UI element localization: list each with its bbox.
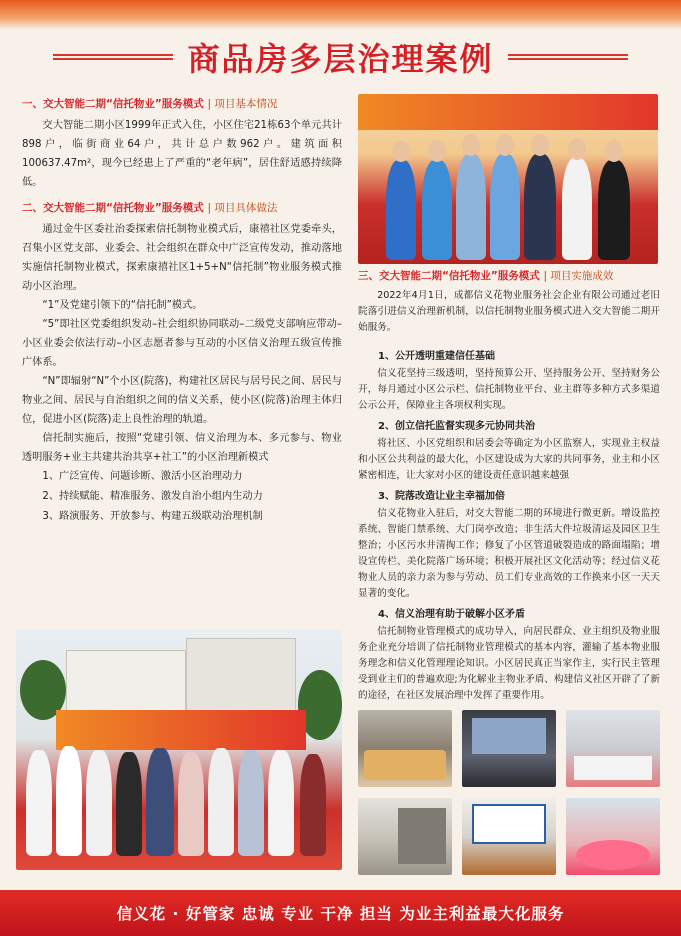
point-2-title: 2、创立信托监督实现多元协同共治 [378,421,535,432]
thumb-courtyard [358,798,452,875]
point-4-title: 4、信义治理有助于破解小区矛盾 [378,609,525,620]
stage-backdrop [358,94,658,130]
section3-heading [358,268,660,284]
person [56,746,82,856]
person-head [568,138,586,160]
group-photo-courtyard [16,630,342,870]
section2-p3: “5”即社区党委组织发动–社会组织协同联动–二级党支部响应带动–小区业委会依法行动–小区志愿者参与互动的小区信义治理五级宣传推广体系。 [22,319,342,368]
person [386,160,416,260]
person-head [392,140,410,162]
section2-p4: “N”即辐射“N”个小区(院落)，构建社区居民与居号民之间、居民与物业之间、居民与自治组织之间的信义关系，使小区(院落)治理主体归位，促进小区(院落)走上良性治理的轨道。 [22,376,342,425]
section2-item-1: 1、广泛宣传、问题诊断、激活小区治理动力 [42,471,243,482]
top-decor-band [0,0,681,30]
section2-p2: “1”及党建引领下的“信托制”模式。 [42,300,203,311]
section1-heading-sub: | 项目基本情况 [207,98,278,110]
person-head [496,134,514,156]
footer-bar [0,890,681,936]
section2-item-3: 3、路演服务、开放参与、构建五级联动治理机制 [42,511,263,522]
person [146,748,174,856]
person-head [605,140,623,162]
person-head [462,134,480,156]
section3-intro: 2022年4月1日，成都信义花物业服务社会企业有限公司通过老旧院落引进信义治理新机制，以信托制物业服务模式进入交大智能二期开始服务。 [358,290,660,333]
title-area [0,32,681,82]
person-head [428,140,446,162]
title-left-rule [53,54,173,60]
right-column [358,268,660,704]
section2-heading-title: 二、交大智能二期“信托物业”服务模式 [22,202,204,214]
section1-heading [22,96,342,112]
section3-heading-title: 三、交大智能二期“信托物业”服务模式 [358,270,540,282]
person-head [531,134,549,156]
thumb-community-event [566,710,660,787]
point-2-text: 将社区、小区党组织和居委会等确定为小区监察人，实现业主权益和小区公共利益的最大化，小区建设成为大家的共同事务，业主和小区紧密相连，让大家对小区的建设责任意识越来越强 [358,438,660,481]
point-3-text: 信义花物业入驻后，对交大智能二期的环境进行微更新。增设监控系统、智能门禁系统、大门岗亭改造；非生活大件垃圾清运及园区卫生整治；小区污水井清掏工作；修复了小区管道破裂造成的路面塌陷；增设宣传栏、美化院落广场环境；积极开展社区文化活动等；经过信义花物业人员的亲力亲为参与劳动、员工们专业高效的工作换来小区一天天显著的变化。 [358,508,660,599]
point-4-text: 信托制物业管理模式的成功导入，向居民群众、业主组织及物业服务企业充分培训了信托制物业管理模式的基本内容，灌输了基本物业服务理念和信义化管理理论知识。小区居民真正当家作主，实行民主管理受到业主们的普遍欢迎;为化解业主物业矛盾、构建信义社区开辟了了新的途径，在社区发展治理中发挥了重要作用。 [358,626,660,701]
section2-heading [22,200,342,216]
person [598,160,630,260]
section3-heading-sub: | 项目实施成效 [543,270,614,282]
person [268,750,294,856]
page-title: 商品房多层治理案例 [187,40,494,78]
person [208,748,234,856]
event-banner [56,710,306,750]
section2-p1: 通过金牛区委社治委探索信托制物业模式后，康禧社区党委牵头，召集小区党支部、业委会、社会组织在群众中广泛宣传发动，推动落地实施信托制物业模式，探索康禧社区1+5+N“信托制”物业服务模式推动小区治理。 [22,224,342,292]
thumb-meeting [358,710,452,787]
person [300,754,326,856]
footer-slogan: 信义花 · 好管家 忠诚 专业 干净 担当 为业主利益最大化服务 [116,905,565,923]
section2-p5: 信托制实施后，按照“党建引领、信义治理为本、多元参与、物业透明服务+业主共建共治共享+社工”的小区治理新模式 [22,433,342,463]
title-right-rule [508,54,628,60]
group-photo-stage [358,94,658,264]
point-1-text: 信义花坚持三级透明，坚持预算公开、坚持服务公开、坚持财务公开，每月通过小区公示栏、信托制物业平台、业主群等多种方式多渠道公示公开，保障业主各项权利实现。 [358,368,660,411]
person [26,750,52,856]
person [86,750,112,856]
person [524,154,556,260]
section1-paragraph: 交大智能二期小区1999年正式入住，小区住宅21栋63个单元共计898户，临街商业64户，共计总户数962户。建筑面积100637.47m²，现今已经患上了严重的“老年病”，居住舒适感持续降低。 [22,120,342,188]
thumb-performance [566,798,660,875]
person [456,154,486,260]
person [422,160,452,260]
point-1-title: 1、公开透明重建信任基础 [378,351,495,362]
thumb-notice-board [462,798,556,875]
person [178,752,204,856]
section2-heading-sub: | 项目具体做法 [207,202,278,214]
person [238,750,264,856]
section1-heading-title: 一、交大智能二期“信托物业”服务模式 [22,98,204,110]
left-column [22,96,342,527]
thumb-monitor-room [462,710,556,787]
person [562,158,592,260]
person [116,752,142,856]
section2-item-2: 2、持续赋能、精准服务、激发自治小组内生动力 [42,491,263,502]
point-3-title: 3、院落改造让业主幸福加倍 [378,491,505,502]
person [490,154,520,260]
